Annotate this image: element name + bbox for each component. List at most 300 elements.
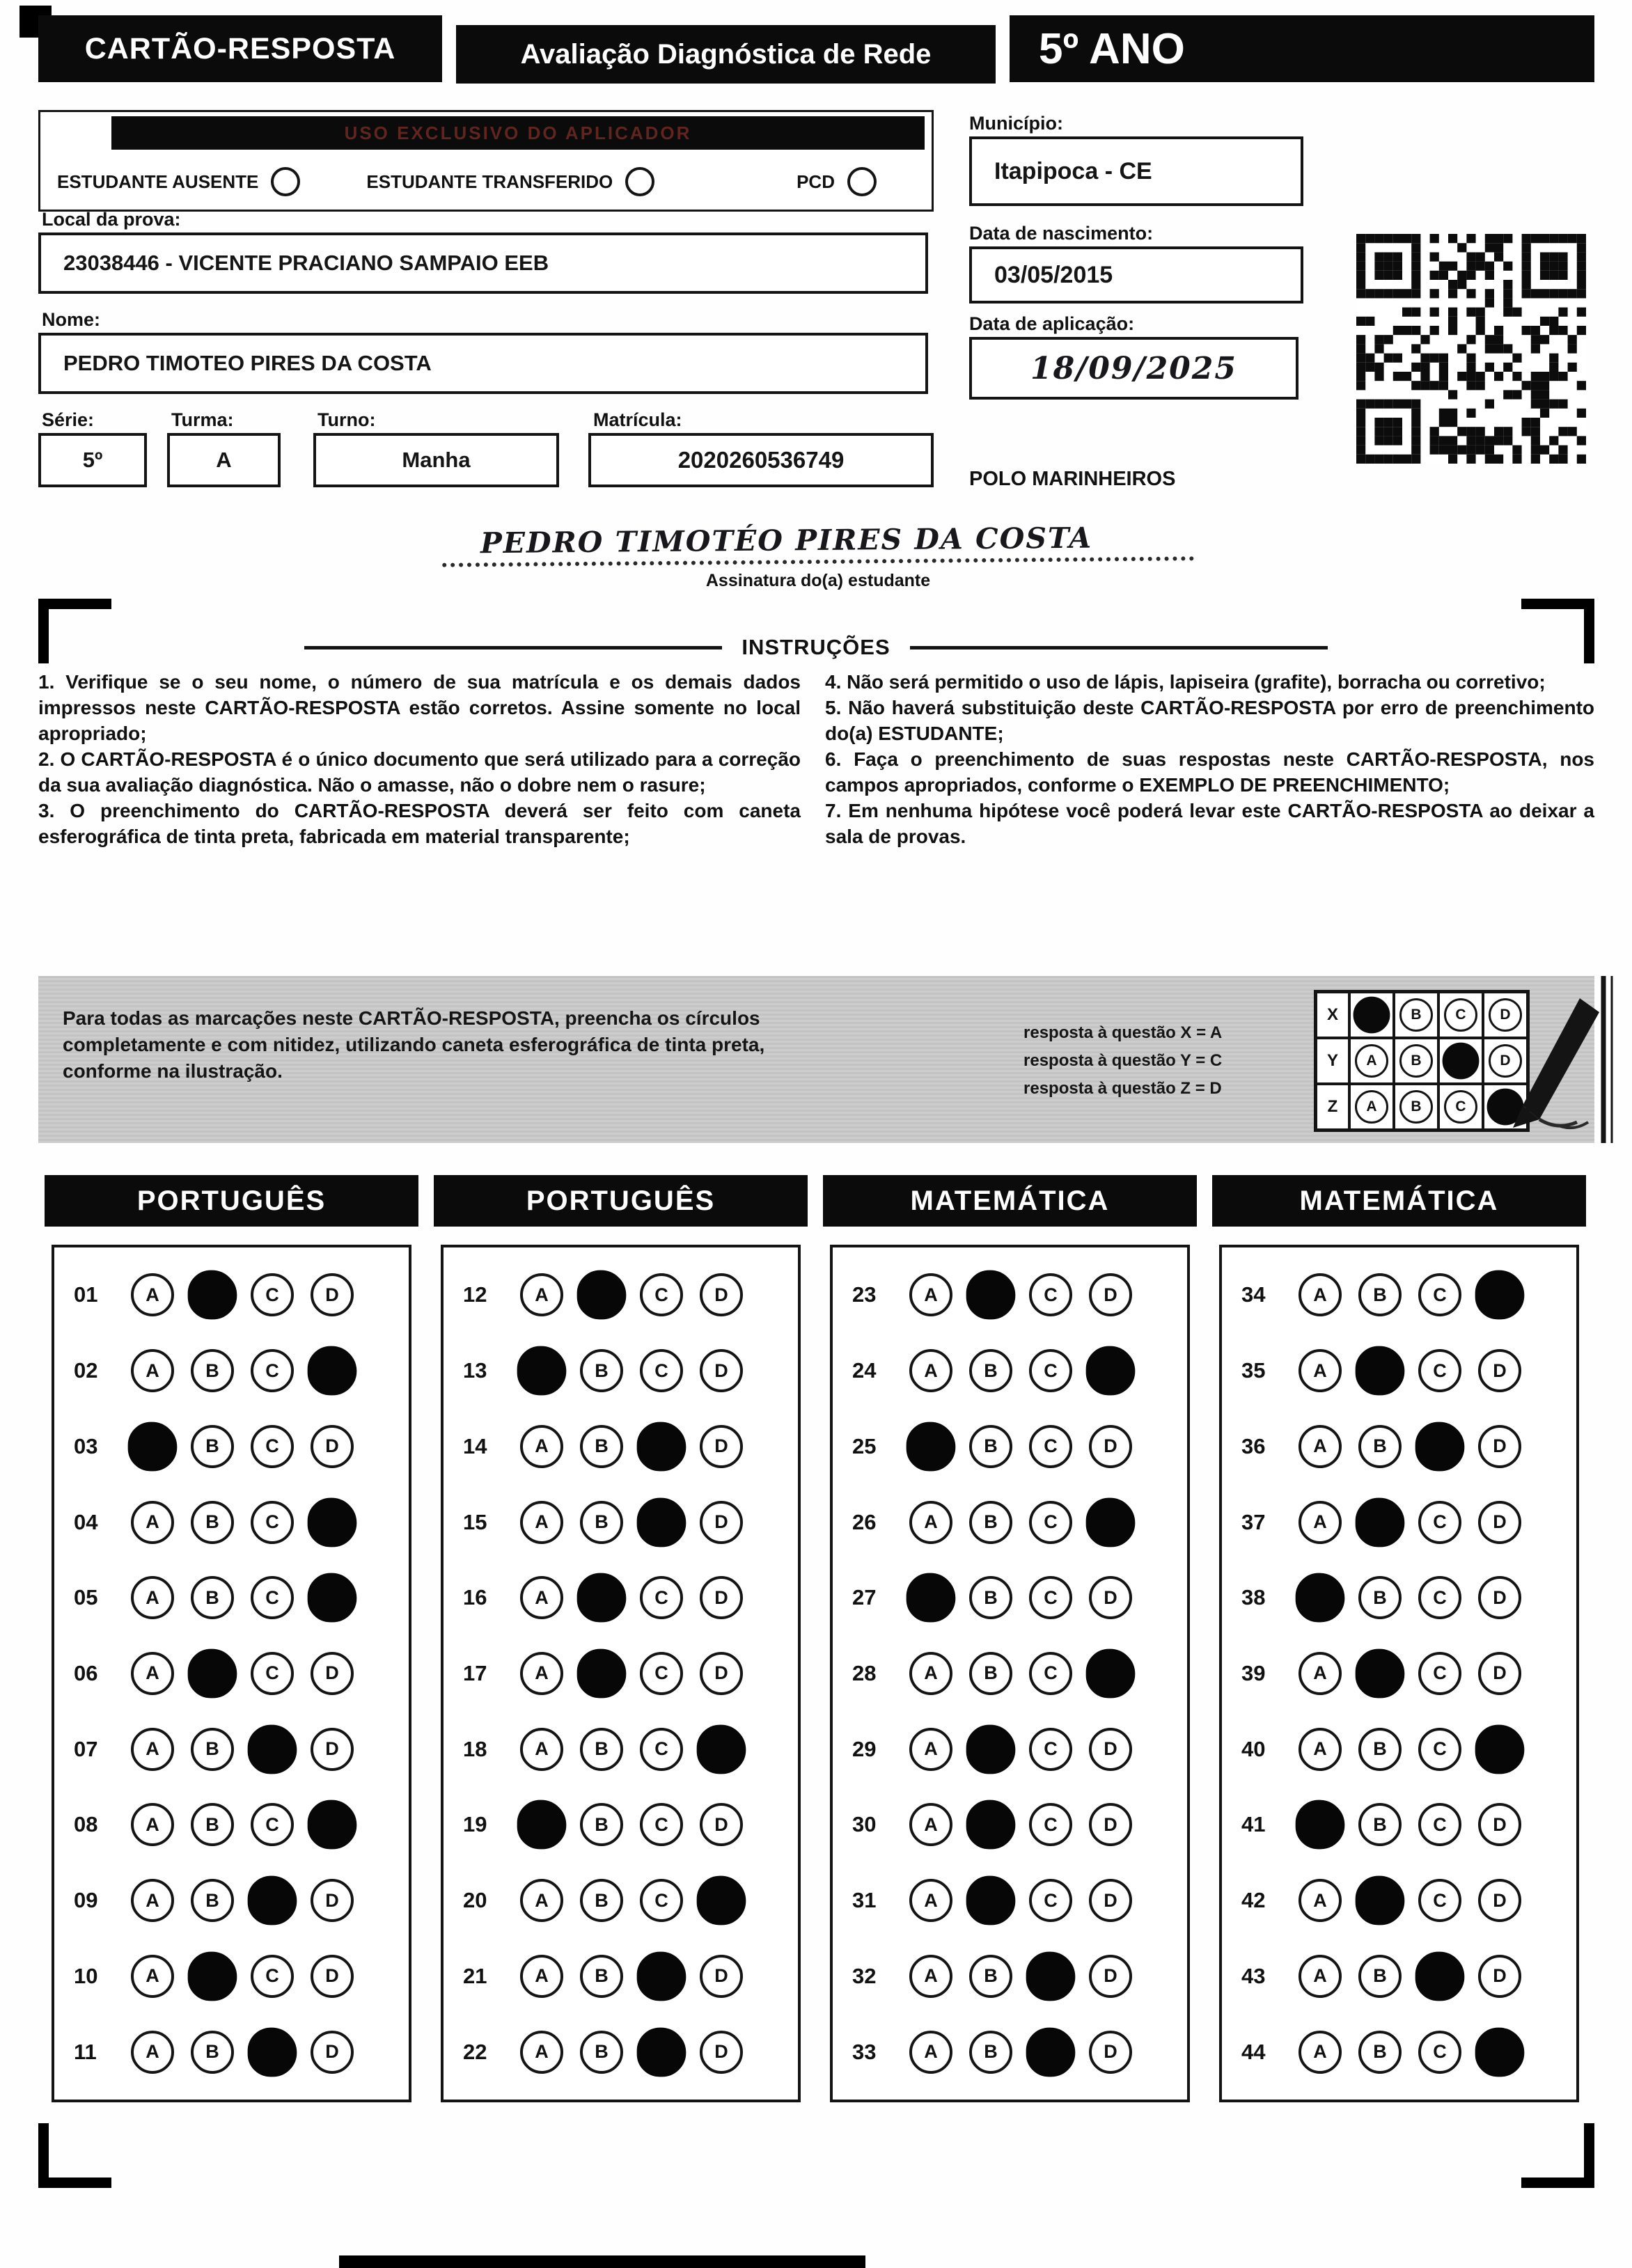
bubble-q39-C[interactable]: C <box>1418 1652 1461 1695</box>
question-row-07 <box>54 1728 409 1771</box>
bubble-q38-D[interactable]: D <box>1478 1576 1521 1619</box>
bubble-q32-A[interactable]: A <box>909 1955 952 1998</box>
applicator-checkbox-2 <box>366 167 654 196</box>
bubble-q03-C[interactable]: C <box>251 1425 294 1468</box>
bubble-q27-A[interactable] <box>907 1573 956 1623</box>
bubble-q09-B[interactable]: B <box>191 1879 234 1922</box>
bubble-q25-D[interactable]: D <box>1089 1425 1132 1468</box>
bubble-q17-C[interactable]: C <box>640 1652 683 1695</box>
answer-column-box <box>52 1245 411 2102</box>
example-cell <box>1438 1084 1483 1130</box>
turno-value: Manha <box>402 448 471 472</box>
bottom-registration-strip <box>339 2255 865 2268</box>
bubble-q19-B[interactable]: B <box>580 1803 623 1846</box>
bubble-q06-B[interactable] <box>188 1649 237 1699</box>
bubble-q10-A[interactable]: A <box>131 1955 174 1998</box>
question-row-31 <box>833 1879 1187 1922</box>
instruction-item: 2. O CARTÃO-RESPOSTA é o único documento que será utilizado para a correção da sua avaliação diagnóstica. Não o amasse, não o dobre nem o rasure; <box>38 748 801 796</box>
signature-handwritten-name: PEDRO TIMOTÉO PIRES DA COSTA <box>442 520 1194 567</box>
bubble-q23-B[interactable] <box>966 1270 1016 1320</box>
page-title: CARTÃO-RESPOSTA <box>38 15 442 82</box>
bubble-q20-B[interactable]: B <box>580 1879 623 1922</box>
bubble-q21-D[interactable]: D <box>700 1955 743 1998</box>
bubble-q39-D[interactable]: D <box>1478 1652 1521 1695</box>
bubble-q13-D[interactable]: D <box>700 1349 743 1392</box>
example-legend-line: resposta à questão X = A <box>1023 1023 1223 1042</box>
bubble-q32-D[interactable]: D <box>1089 1955 1132 1998</box>
bubble-q22-D[interactable]: D <box>700 2031 743 2074</box>
bubble-q40-D[interactable] <box>1475 1724 1525 1774</box>
bubble-q19-C[interactable]: C <box>640 1803 683 1846</box>
checkbox-circle[interactable] <box>271 167 300 196</box>
bubble-q03-A[interactable] <box>128 1422 178 1471</box>
bubble-q31-A[interactable]: A <box>909 1879 952 1922</box>
serie-value: 5º <box>82 448 103 472</box>
aplicacao-handwritten-value: 18/09/2025 <box>1030 350 1238 386</box>
bubble-q19-A[interactable] <box>517 1800 567 1850</box>
bubble-q26-B[interactable]: B <box>969 1501 1012 1544</box>
serie-label: Série: <box>42 409 95 430</box>
bubble-q44-C[interactable]: C <box>1418 2031 1461 2074</box>
bubble-q13-C[interactable]: C <box>640 1349 683 1392</box>
bubble-q09-A[interactable]: A <box>131 1879 174 1922</box>
bubble-q14-C[interactable] <box>637 1422 686 1471</box>
question-number: 10 <box>74 1963 98 1988</box>
bubble-q18-A[interactable]: A <box>520 1728 563 1771</box>
bubble-q41-A[interactable] <box>1296 1800 1345 1850</box>
bubble-q19-D[interactable]: D <box>700 1803 743 1846</box>
bubble-q08-A[interactable]: A <box>131 1803 174 1846</box>
question-row-37 <box>1222 1501 1576 1544</box>
question-row-28 <box>833 1652 1187 1695</box>
nascimento-value: 03/05/2015 <box>994 261 1113 288</box>
answer-column-box <box>830 1245 1190 2102</box>
bubble-q14-A[interactable]: A <box>520 1425 563 1468</box>
answer-column-title: PORTUGUÊS <box>45 1175 418 1227</box>
bubble-q37-A[interactable]: A <box>1298 1501 1342 1544</box>
instruction-item: 5. Não haverá substituição deste CARTÃO-RESPOSTA por erro de preenchimento do(a) ESTUDANTE; <box>825 696 1594 744</box>
bubble-q35-D[interactable]: D <box>1478 1349 1521 1392</box>
bubble-q17-A[interactable]: A <box>520 1652 563 1695</box>
bubble-q24-D[interactable] <box>1086 1346 1136 1396</box>
instructions-title: INSTRUÇÕES <box>742 635 890 659</box>
question-number: 12 <box>463 1282 487 1307</box>
bubble-q42-D[interactable]: D <box>1478 1879 1521 1922</box>
bubble-q01-C[interactable]: C <box>251 1273 294 1316</box>
example-bubble-X-B: B <box>1399 998 1433 1032</box>
bubble-q39-A[interactable]: A <box>1298 1652 1342 1695</box>
bubble-q14-B[interactable]: B <box>580 1425 623 1468</box>
bubble-q08-D[interactable] <box>308 1800 357 1850</box>
bubble-q04-D[interactable] <box>308 1497 357 1547</box>
bubble-q15-D[interactable]: D <box>700 1501 743 1544</box>
question-row-44 <box>1222 2031 1576 2074</box>
bubble-q31-C[interactable]: C <box>1029 1879 1072 1922</box>
question-number: 27 <box>852 1585 877 1610</box>
bubble-q17-B[interactable] <box>577 1649 627 1699</box>
answer-column-2 <box>434 1175 808 2102</box>
checkbox-circle[interactable] <box>625 167 654 196</box>
bubble-q40-C[interactable]: C <box>1418 1728 1461 1771</box>
example-cell <box>1394 1084 1438 1130</box>
bubble-q02-C[interactable]: C <box>251 1349 294 1392</box>
bubble-q33-A[interactable]: A <box>909 2031 952 2074</box>
bubble-q28-A[interactable]: A <box>909 1652 952 1695</box>
bubble-q27-D[interactable]: D <box>1089 1576 1132 1619</box>
bubble-q29-C[interactable]: C <box>1029 1728 1072 1771</box>
question-number: 06 <box>74 1660 98 1685</box>
bubble-q04-B[interactable]: B <box>191 1501 234 1544</box>
bubble-q11-A[interactable]: A <box>131 2031 174 2074</box>
bubble-q22-A[interactable]: A <box>520 2031 563 2074</box>
bubble-q24-B[interactable]: B <box>969 1349 1012 1392</box>
bubble-q40-A[interactable]: A <box>1298 1728 1342 1771</box>
bubble-q24-C[interactable]: C <box>1029 1349 1072 1392</box>
bubble-q13-A[interactable] <box>517 1346 567 1396</box>
instructions-header <box>0 635 1632 660</box>
matricula-label: Matrícula: <box>593 409 682 430</box>
bubble-q11-D[interactable]: D <box>311 2031 354 2074</box>
turma-value: A <box>216 448 232 472</box>
bubble-q25-B[interactable]: B <box>969 1425 1012 1468</box>
bubble-q01-D[interactable]: D <box>311 1273 354 1316</box>
question-row-13 <box>444 1349 798 1392</box>
example-cell <box>1438 1038 1483 1084</box>
bubble-q38-C[interactable]: C <box>1418 1576 1461 1619</box>
question-row-01 <box>54 1273 409 1316</box>
bubble-q34-C[interactable]: C <box>1418 1273 1461 1316</box>
bubble-q02-A[interactable]: A <box>131 1349 174 1392</box>
question-row-41 <box>1222 1803 1576 1846</box>
question-number: 41 <box>1241 1812 1266 1837</box>
bubble-q23-D[interactable]: D <box>1089 1273 1132 1316</box>
bubble-q43-C[interactable] <box>1415 1951 1465 2001</box>
question-number: 17 <box>463 1660 487 1685</box>
bubble-q05-B[interactable]: B <box>191 1576 234 1619</box>
instructions-right <box>825 670 1594 850</box>
grade-label: 5º ANO <box>1010 15 1594 82</box>
question-row-34 <box>1222 1273 1576 1316</box>
frame-bracket-bottom-right <box>1521 2123 1594 2188</box>
bubble-q35-C[interactable]: C <box>1418 1349 1461 1392</box>
example-bubble-Y-C <box>1443 1043 1480 1080</box>
question-row-27 <box>833 1576 1187 1619</box>
serie-field <box>38 433 147 487</box>
question-number: 05 <box>74 1585 98 1610</box>
bubble-q17-D[interactable]: D <box>700 1652 743 1695</box>
example-legend-line: resposta à questão Y = C <box>1023 1051 1223 1070</box>
instructions-left <box>38 670 801 850</box>
bubble-q01-B[interactable] <box>188 1270 237 1320</box>
applicator-checkbox-row <box>40 154 932 210</box>
question-number: 22 <box>463 2039 487 2064</box>
bubble-q32-B[interactable]: B <box>969 1955 1012 1998</box>
bubble-q10-B[interactable] <box>188 1951 237 2001</box>
question-row-35 <box>1222 1349 1576 1392</box>
bubble-q27-B[interactable]: B <box>969 1576 1012 1619</box>
assessment-subtitle: Avaliação Diagnóstica de Rede <box>456 25 996 84</box>
bubble-q26-A[interactable]: A <box>909 1501 952 1544</box>
bubble-q18-B[interactable]: B <box>580 1728 623 1771</box>
question-number: 33 <box>852 2039 877 2064</box>
bubble-q25-A[interactable] <box>907 1422 956 1471</box>
bubble-q05-C[interactable]: C <box>251 1576 294 1619</box>
question-row-10 <box>54 1955 409 1998</box>
bubble-q08-C[interactable]: C <box>251 1803 294 1846</box>
bubble-q08-B[interactable]: B <box>191 1803 234 1846</box>
bubble-q31-D[interactable]: D <box>1089 1879 1132 1922</box>
bubble-q14-D[interactable]: D <box>700 1425 743 1468</box>
bubble-q07-D[interactable]: D <box>311 1728 354 1771</box>
question-row-43 <box>1222 1955 1576 1998</box>
question-number: 32 <box>852 1963 877 1988</box>
bubble-q04-A[interactable]: A <box>131 1501 174 1544</box>
question-row-11 <box>54 2031 409 2074</box>
bubble-q04-C[interactable]: C <box>251 1501 294 1544</box>
bubble-q26-D[interactable] <box>1086 1497 1136 1547</box>
question-number: 36 <box>1241 1433 1266 1458</box>
bubble-q41-D[interactable]: D <box>1478 1803 1521 1846</box>
question-row-29 <box>833 1728 1187 1771</box>
question-row-17 <box>444 1652 798 1695</box>
bubble-q09-C[interactable] <box>248 1876 297 1926</box>
bubble-q21-C[interactable] <box>637 1951 686 2001</box>
question-row-09 <box>54 1879 409 1922</box>
bubble-q11-C[interactable] <box>248 2027 297 2077</box>
question-row-40 <box>1222 1728 1576 1771</box>
bubble-q38-B[interactable]: B <box>1358 1576 1402 1619</box>
example-cell <box>1349 992 1394 1038</box>
question-number: 16 <box>463 1585 487 1610</box>
bubble-q27-C[interactable]: C <box>1029 1576 1072 1619</box>
bubble-q28-D[interactable] <box>1086 1649 1136 1699</box>
example-row-label: Y <box>1316 1038 1349 1084</box>
bubble-q36-A[interactable]: A <box>1298 1425 1342 1468</box>
bubble-q12-A[interactable]: A <box>520 1273 563 1316</box>
bubble-q12-D[interactable]: D <box>700 1273 743 1316</box>
example-cell <box>1349 1084 1394 1130</box>
question-row-05 <box>54 1576 409 1619</box>
question-row-19 <box>444 1803 798 1846</box>
question-row-21 <box>444 1955 798 1998</box>
bubble-q38-A[interactable] <box>1296 1573 1345 1623</box>
checkbox-circle[interactable] <box>847 167 877 196</box>
turma-field <box>167 433 281 487</box>
answer-column-box <box>441 1245 801 2102</box>
bubble-q43-A[interactable]: A <box>1298 1955 1342 1998</box>
bubble-q33-C[interactable] <box>1026 2027 1076 2077</box>
bubble-q41-C[interactable]: C <box>1418 1803 1461 1846</box>
bubble-q43-B[interactable]: B <box>1358 1955 1402 1998</box>
question-row-03 <box>54 1425 409 1468</box>
example-legend <box>1023 1019 1288 1103</box>
bubble-q42-C[interactable]: C <box>1418 1879 1461 1922</box>
bubble-q06-D[interactable]: D <box>311 1652 354 1695</box>
bubble-q30-B[interactable] <box>966 1800 1016 1850</box>
local-label: Local da prova: <box>42 209 181 230</box>
bubble-q20-C[interactable]: C <box>640 1879 683 1922</box>
bubble-q10-C[interactable]: C <box>251 1955 294 1998</box>
bubble-q23-A[interactable]: A <box>909 1273 952 1316</box>
question-row-23 <box>833 1273 1187 1316</box>
municipio-label: Município: <box>969 113 1063 134</box>
bubble-q07-C[interactable] <box>248 1724 297 1774</box>
bubble-q29-D[interactable]: D <box>1089 1728 1132 1771</box>
instructions-rule-right <box>910 646 1328 649</box>
bubble-q29-A[interactable]: A <box>909 1728 952 1771</box>
bubble-q25-C[interactable]: C <box>1029 1425 1072 1468</box>
bubble-q02-D[interactable] <box>308 1346 357 1396</box>
bubble-q12-B[interactable] <box>577 1270 627 1320</box>
question-number: 38 <box>1241 1585 1266 1610</box>
bubble-q13-B[interactable]: B <box>580 1349 623 1392</box>
fill-example-box <box>38 976 1594 1143</box>
bubble-q26-C[interactable]: C <box>1029 1501 1072 1544</box>
checkbox-label: ESTUDANTE AUSENTE <box>57 171 259 192</box>
question-row-26 <box>833 1501 1187 1544</box>
question-row-14 <box>444 1425 798 1468</box>
question-row-36 <box>1222 1425 1576 1468</box>
question-number: 42 <box>1241 1888 1266 1913</box>
example-bubble-Y-B: B <box>1399 1044 1433 1078</box>
bubble-q31-B[interactable] <box>966 1876 1016 1926</box>
bubble-q44-A[interactable]: A <box>1298 2031 1342 2074</box>
applicator-section <box>38 110 934 212</box>
question-number: 20 <box>463 1888 487 1913</box>
applicator-bar <box>111 116 925 150</box>
example-row-label: Z <box>1316 1084 1349 1130</box>
bubble-q30-C[interactable]: C <box>1029 1803 1072 1846</box>
bubble-q15-B[interactable]: B <box>580 1501 623 1544</box>
bubble-q28-B[interactable]: B <box>969 1652 1012 1695</box>
bubble-q03-D[interactable]: D <box>311 1425 354 1468</box>
question-row-02 <box>54 1349 409 1392</box>
bubble-q30-A[interactable]: A <box>909 1803 952 1846</box>
bubble-q42-B[interactable] <box>1356 1876 1405 1926</box>
question-number: 14 <box>463 1433 487 1458</box>
nome-field <box>38 333 928 394</box>
turma-label: Turma: <box>171 409 234 430</box>
bubble-q36-C[interactable] <box>1415 1422 1465 1471</box>
fill-example-text: Para todas as marcações neste CARTÃO-RESPOSTA, preencha os círculos completamente e com nitidez, utilizando caneta esferográfica de tinta preta, conforme na ilustração. <box>63 1007 765 1082</box>
bubble-q37-D[interactable]: D <box>1478 1501 1521 1544</box>
bubble-q23-C[interactable]: C <box>1029 1273 1072 1316</box>
bubble-q01-A[interactable]: A <box>131 1273 174 1316</box>
bubble-q11-B[interactable]: B <box>191 2031 234 2074</box>
aplicacao-field <box>969 337 1298 400</box>
turno-label: Turno: <box>317 409 376 430</box>
bubble-q06-A[interactable]: A <box>131 1652 174 1695</box>
bubble-q28-C[interactable]: C <box>1029 1652 1072 1695</box>
bubble-q07-A[interactable]: A <box>131 1728 174 1771</box>
question-row-22 <box>444 2031 798 2074</box>
bubble-q16-D[interactable]: D <box>700 1576 743 1619</box>
bubble-q36-B[interactable]: B <box>1358 1425 1402 1468</box>
bubble-q30-D[interactable]: D <box>1089 1803 1132 1846</box>
instruction-item: 1. Verifique se o seu nome, o número de sua matrícula e os demais dados impressos neste CARTÃO-RESPOSTA estão corretos. Assine somente no local apropriado; <box>38 671 801 744</box>
bubble-q05-A[interactable]: A <box>131 1576 174 1619</box>
bubble-q34-A[interactable]: A <box>1298 1273 1342 1316</box>
bubble-q21-B[interactable]: B <box>580 1955 623 1998</box>
example-bubble-Y-A: A <box>1355 1044 1388 1078</box>
example-row-label: X <box>1316 992 1349 1038</box>
bubble-q42-A[interactable]: A <box>1298 1879 1342 1922</box>
bubble-q18-D[interactable] <box>697 1724 746 1774</box>
nome-value: PEDRO TIMOTEO PIRES DA COSTA <box>63 351 432 375</box>
question-number: 44 <box>1241 2039 1266 2064</box>
bubble-q24-A[interactable]: A <box>909 1349 952 1392</box>
bubble-q43-D[interactable]: D <box>1478 1955 1521 1998</box>
polo-label: POLO MARINHEIROS <box>969 468 1176 490</box>
checkbox-label: PCD <box>797 171 835 192</box>
local-value: 23038446 - VICENTE PRACIANO SAMPAIO EEB <box>63 251 549 275</box>
bubble-q16-C[interactable]: C <box>640 1576 683 1619</box>
bubble-q35-A[interactable]: A <box>1298 1349 1342 1392</box>
bubble-q20-A[interactable]: A <box>520 1879 563 1922</box>
matricula-value: 2020260536749 <box>677 447 845 473</box>
bubble-q18-C[interactable]: C <box>640 1728 683 1771</box>
bubble-q03-B[interactable]: B <box>191 1425 234 1468</box>
answer-column-1 <box>45 1175 418 2102</box>
question-row-18 <box>444 1728 798 1771</box>
bubble-q20-D[interactable] <box>697 1876 746 1926</box>
bubble-q07-B[interactable]: B <box>191 1728 234 1771</box>
bubble-q32-C[interactable] <box>1026 1951 1076 2001</box>
bubble-q33-D[interactable]: D <box>1089 2031 1132 2074</box>
bubble-q39-B[interactable] <box>1356 1649 1405 1699</box>
applicator-checkbox-1 <box>57 167 300 196</box>
example-legend-line: resposta à questão Z = D <box>1023 1079 1222 1098</box>
bubble-q22-C[interactable] <box>637 2027 686 2077</box>
signature-block <box>442 523 1194 591</box>
bubble-q44-B[interactable]: B <box>1358 2031 1402 2074</box>
bubble-q12-C[interactable]: C <box>640 1273 683 1316</box>
bubble-q34-D[interactable] <box>1475 1270 1525 1320</box>
bubble-q10-D[interactable]: D <box>311 1955 354 1998</box>
bubble-q40-B[interactable]: B <box>1358 1728 1402 1771</box>
bubble-q16-A[interactable]: A <box>520 1576 563 1619</box>
bubble-q41-B[interactable]: B <box>1358 1803 1402 1846</box>
bubble-q44-D[interactable] <box>1475 2027 1525 2077</box>
municipio-value: Itapipoca - CE <box>994 157 1152 184</box>
question-number: 40 <box>1241 1736 1266 1761</box>
bubble-q15-A[interactable]: A <box>520 1501 563 1544</box>
bubble-q29-B[interactable] <box>966 1724 1016 1774</box>
question-number: 21 <box>463 1963 487 1988</box>
bubble-q15-C[interactable] <box>637 1497 686 1547</box>
bubble-q37-B[interactable] <box>1356 1497 1405 1547</box>
bubble-q16-B[interactable] <box>577 1573 627 1623</box>
question-row-15 <box>444 1501 798 1544</box>
bubble-q35-B[interactable] <box>1356 1346 1405 1396</box>
bubble-q21-A[interactable]: A <box>520 1955 563 1998</box>
question-number: 04 <box>74 1509 98 1534</box>
example-bubble-X-A <box>1354 997 1390 1034</box>
bubble-q09-D[interactable]: D <box>311 1879 354 1922</box>
matricula-field <box>588 433 934 487</box>
bubble-q37-C[interactable]: C <box>1418 1501 1461 1544</box>
bubble-q33-B[interactable]: B <box>969 2031 1012 2074</box>
bubble-q06-C[interactable]: C <box>251 1652 294 1695</box>
bubble-q02-B[interactable]: B <box>191 1349 234 1392</box>
bubble-q22-B[interactable]: B <box>580 2031 623 2074</box>
answer-column-title: MATEMÁTICA <box>1212 1175 1586 1227</box>
bubble-q05-D[interactable] <box>308 1573 357 1623</box>
applicator-checkbox-3 <box>797 167 877 196</box>
bubble-q34-B[interactable]: B <box>1358 1273 1402 1316</box>
bubble-q36-D[interactable]: D <box>1478 1425 1521 1468</box>
answer-column-3 <box>823 1175 1197 2102</box>
